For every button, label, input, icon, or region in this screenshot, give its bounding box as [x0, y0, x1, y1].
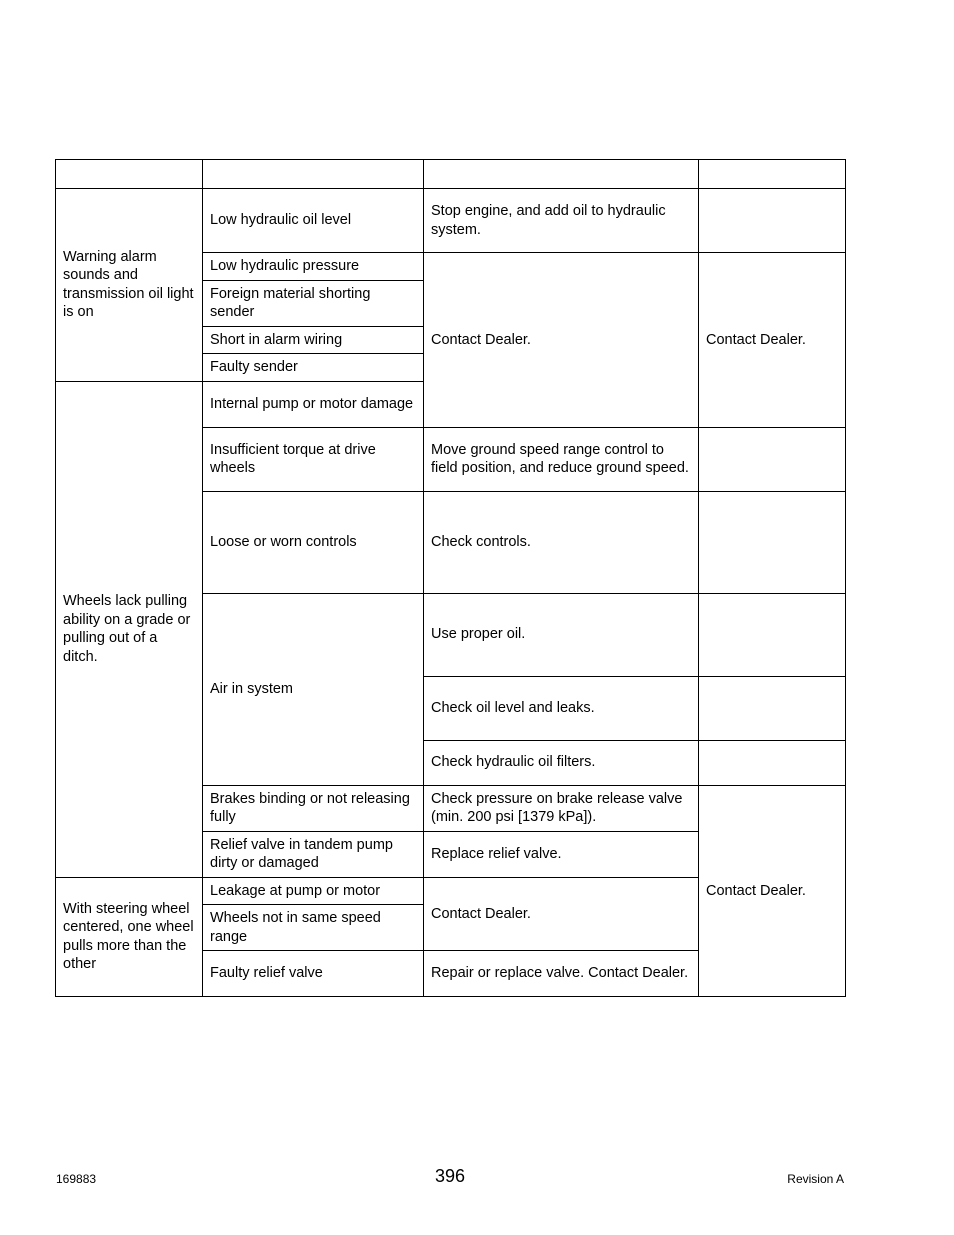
problem-cell: Brakes binding or not releasing fully	[203, 785, 424, 831]
solution-cell: Stop engine, and add oil to hydraulic system.	[424, 189, 699, 253]
header-refer-to	[699, 160, 846, 189]
problem-cell: Air in system	[203, 593, 424, 785]
reference-cell	[699, 491, 846, 593]
problem-cell: Insufficient torque at drive wheels	[203, 427, 424, 491]
solution-cell: Check oil level and leaks.	[424, 676, 699, 740]
symptom-cell: Wheels lack pulling ability on a grade or pulling out of a ditch.	[56, 381, 203, 877]
problem-cell: Faulty sender	[203, 354, 424, 382]
problem-cell: Loose or worn controls	[203, 491, 424, 593]
header-problem	[203, 160, 424, 189]
reference-cell: Contact Dealer.	[699, 785, 846, 997]
solution-cell: Contact Dealer.	[424, 877, 699, 951]
solution-cell: Check pressure on brake release valve (min. 200 psi [1379 kPa]).	[424, 785, 699, 831]
reference-cell	[699, 593, 846, 676]
header-solution	[424, 160, 699, 189]
problem-cell: Faulty relief valve	[203, 951, 424, 997]
page-number: 396	[435, 1166, 466, 1186]
problem-cell: Wheels not in same speed range	[203, 905, 424, 951]
problem-cell: Internal pump or motor damage	[203, 381, 424, 427]
solution-cell: Replace relief valve.	[424, 831, 699, 877]
solution-cell: Use proper oil.	[424, 593, 699, 676]
solution-cell: Repair or replace valve. Contact Dealer.	[424, 951, 699, 997]
symptom-cell: With steering wheel centered, one wheel pulls more than the other	[56, 877, 203, 997]
solution-cell: Move ground speed range control to field position, and reduce ground speed.	[424, 427, 699, 491]
reference-cell	[699, 676, 846, 740]
header-row	[56, 160, 846, 189]
troubleshooting-table	[55, 159, 846, 997]
solution-cell: Contact Dealer.	[424, 253, 699, 428]
problem-cell: Low hydraulic oil level	[203, 189, 424, 253]
solution-cell: Check hydraulic oil filters.	[424, 740, 699, 785]
reference-cell	[699, 740, 846, 785]
reference-cell	[699, 427, 846, 491]
problem-cell: Relief valve in tandem pump dirty or damaged	[203, 831, 424, 877]
table-row	[56, 189, 846, 253]
document-number: 169883	[56, 1172, 97, 1186]
problem-cell: Short in alarm wiring	[203, 326, 424, 354]
problem-cell: Foreign material shorting sender	[203, 280, 424, 326]
problem-cell: Leakage at pump or motor	[203, 877, 424, 905]
symptom-cell: Warning alarm sounds and transmission oil light is on	[56, 189, 203, 382]
header-symptom	[56, 160, 203, 189]
revision-label: Revision A	[787, 1172, 844, 1186]
problem-cell: Low hydraulic pressure	[203, 253, 424, 281]
solution-cell: Check controls.	[424, 491, 699, 593]
reference-cell	[699, 189, 846, 253]
reference-cell: Contact Dealer.	[699, 253, 846, 428]
